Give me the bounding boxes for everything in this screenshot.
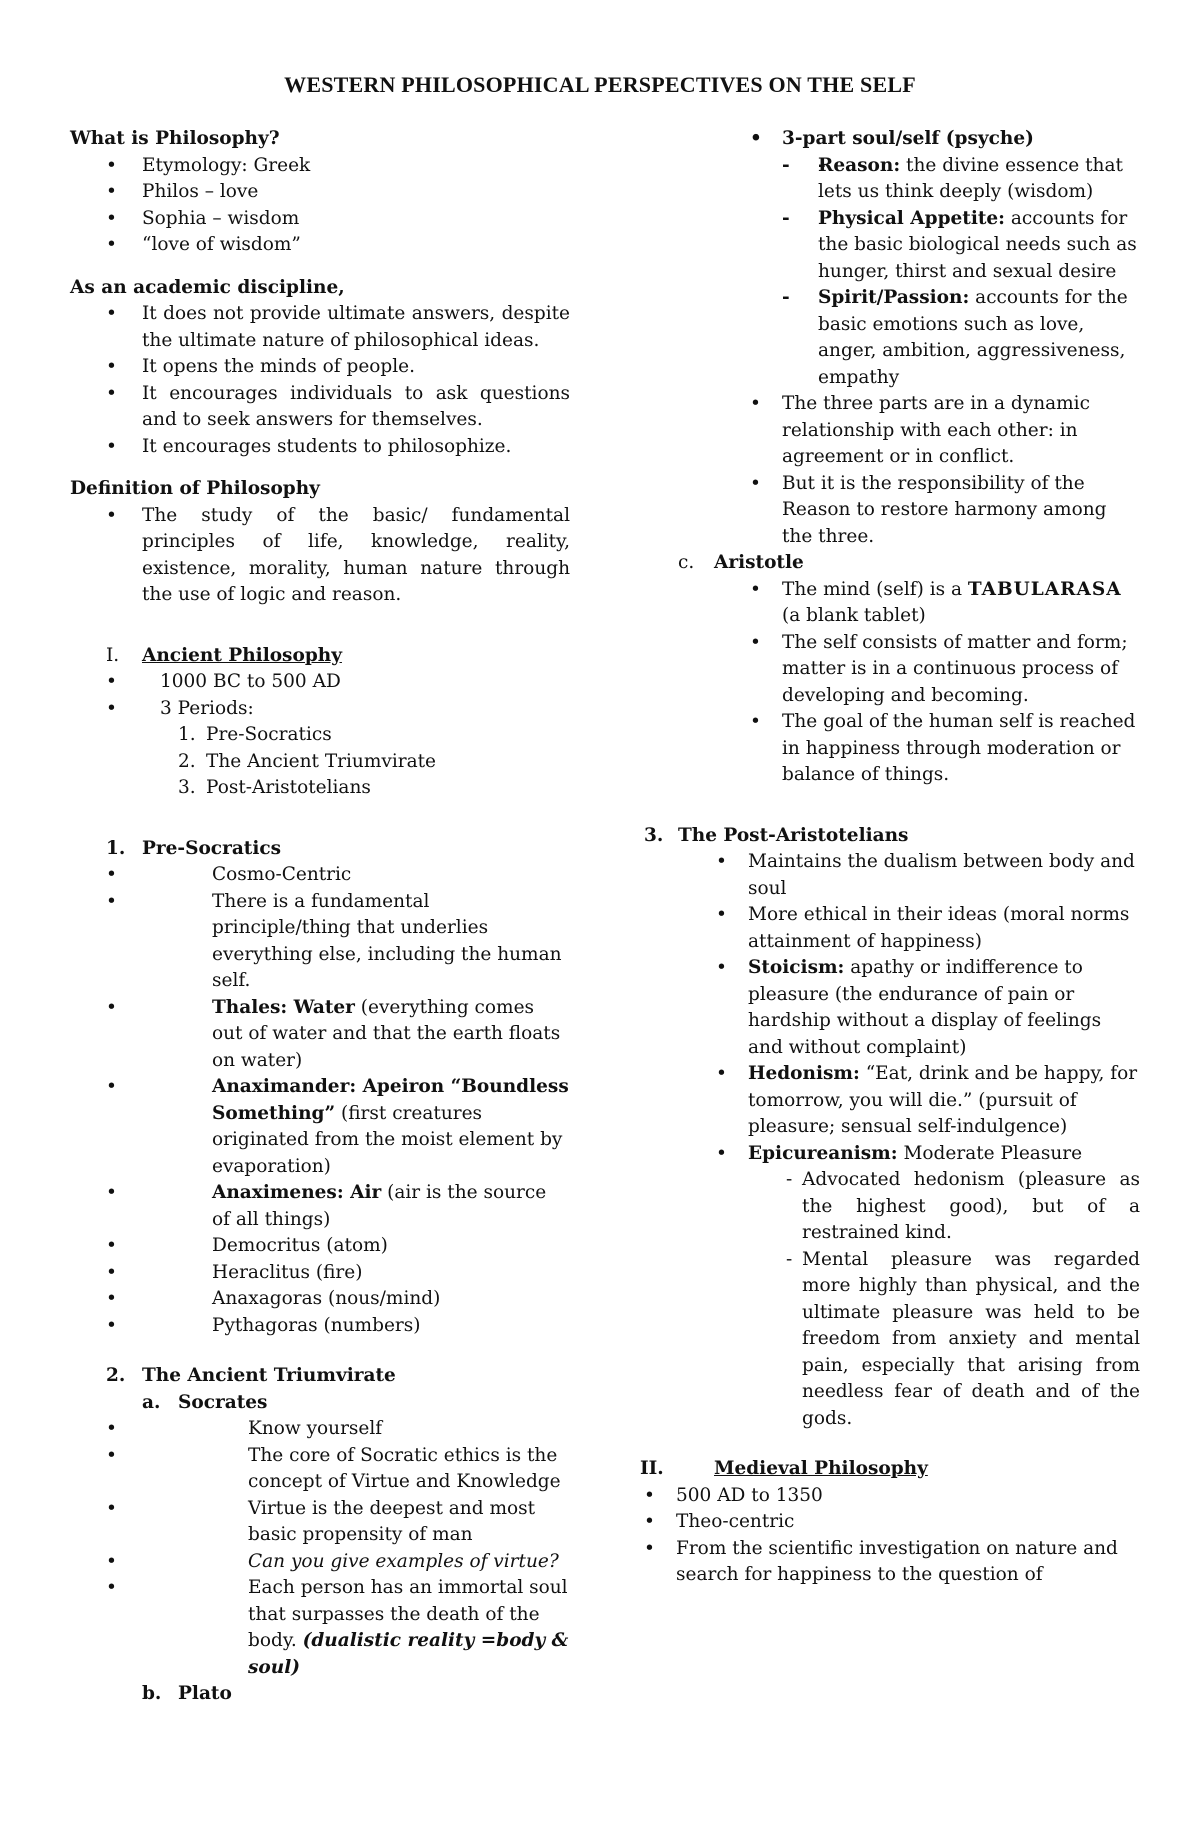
spacer bbox=[70, 460, 570, 476]
period-item bbox=[70, 722, 570, 749]
list-item-text: More ethical in their ideas (moral norms attainment of happiness) bbox=[748, 904, 1130, 952]
subsection-letter: b. bbox=[142, 1683, 162, 1704]
list-item-text: (a blank tablet) bbox=[782, 605, 926, 626]
list-item-text: But it is the responsibility of the Reason to restore harmony among the three. bbox=[782, 472, 1107, 547]
dash-marker: - - bbox=[782, 154, 790, 176]
list-item-text: Can you give examples of virtue? bbox=[248, 1550, 559, 1572]
list-item-text: 3-part soul/self (psyche) bbox=[782, 128, 1034, 149]
list-item-text: Cosmo-Centric bbox=[212, 864, 352, 885]
list-item bbox=[70, 1416, 570, 1443]
spacer bbox=[70, 259, 570, 275]
list-item-text: 1000 BC to 500 AD bbox=[160, 671, 341, 692]
list-item-text: 3 Periods: bbox=[160, 697, 254, 719]
academic-discipline-heading: As an academic discipline, bbox=[70, 276, 345, 298]
list-item bbox=[70, 1074, 570, 1180]
list-item-text: Mental pleasure was regarded more highly than physical, and the ultimate pleasure was held to be freedom from anxiety and mental pain, especially that arising from needless fear of death and of the gods. bbox=[802, 1248, 1140, 1429]
definition-heading: Definition of Philosophy bbox=[70, 478, 320, 499]
list-item bbox=[70, 1180, 570, 1233]
term-text: the divine essence that lets us think deeply (wisdom) bbox=[818, 154, 1123, 202]
dash-marker: - bbox=[782, 207, 790, 229]
reason-item bbox=[782, 153, 1140, 206]
subsection-title: Socrates bbox=[178, 1391, 268, 1413]
subsection-letter: a. bbox=[142, 1391, 161, 1413]
aristotle-heading bbox=[678, 550, 1140, 577]
page-title: WESTERN PHILOSOPHICAL PERSPECTIVES ON THE SELF bbox=[284, 72, 916, 97]
philosopher-name: Anaximander: Apeiron “Boundless Something” bbox=[212, 1076, 569, 1124]
list-item-text: (everything comes out of water and that the earth floats on water) bbox=[212, 996, 561, 1071]
list-item bbox=[782, 709, 1140, 789]
term-text: accounts for the basic emotions such as love, anger, ambition, aggressiveness, empathy bbox=[818, 287, 1128, 388]
list-item: • Etymology: Greek bbox=[70, 153, 570, 180]
dash-marker: - bbox=[786, 1248, 793, 1270]
list-item bbox=[782, 577, 1140, 630]
socrates-heading bbox=[70, 1390, 570, 1417]
list-item bbox=[70, 669, 570, 696]
term-text: Moderate Pleasure bbox=[897, 1142, 1083, 1164]
period-number: 1. bbox=[178, 724, 196, 745]
philosopher-name: Anaximenes: Air bbox=[212, 1182, 382, 1203]
emphasis-text: (dualistic reality =body & soul) bbox=[248, 1630, 569, 1678]
period-label: Pre-Socratics bbox=[206, 724, 332, 745]
list-item bbox=[70, 1233, 570, 1260]
triumvirate-heading bbox=[70, 1363, 570, 1390]
list-item-text: (air is the source of all things) bbox=[212, 1182, 547, 1230]
term-name: Epicureanism: bbox=[748, 1142, 898, 1164]
section-number: 3. bbox=[644, 824, 664, 846]
period-label: The Ancient Triumvirate bbox=[206, 750, 436, 772]
subsection-title: Aristotle bbox=[714, 552, 804, 573]
list-item bbox=[70, 889, 570, 995]
appetite-item bbox=[782, 206, 1140, 286]
term-name: Stoicism: bbox=[748, 957, 845, 978]
section-numeral: II. bbox=[640, 1458, 664, 1479]
section-title: Medieval Philosophy bbox=[714, 1458, 928, 1479]
list-item-text: (first creatures originated from the moist element by evaporation) bbox=[212, 1102, 563, 1177]
list-item-text: The goal of the human self is reached in happiness through moderation or balance of things. bbox=[782, 711, 1136, 785]
list-item-text: Each person has an immortal soul that surpasses the death of the body. bbox=[248, 1577, 568, 1651]
ancient-philosophy-heading bbox=[70, 643, 570, 670]
list-item bbox=[748, 1061, 1140, 1141]
term-name: Hedonism: bbox=[748, 1063, 860, 1084]
list-item bbox=[70, 1575, 570, 1681]
list-item bbox=[70, 1496, 570, 1549]
plato-heading bbox=[70, 1681, 570, 1708]
right-column bbox=[640, 126, 1140, 1589]
term-text: accounts for the basic biological needs such as hunger, thirst and sexual desire bbox=[818, 207, 1137, 282]
subsection-title: Plato bbox=[178, 1683, 232, 1704]
epicureanism-subitem bbox=[786, 1167, 1140, 1247]
list-item: • It encourages individuals to ask questions and to seek answers for themselves. bbox=[70, 381, 570, 434]
list-item: • It encourages students to philosophize. bbox=[70, 434, 570, 461]
list-item-text: There is a fundamental principle/thing that underlies everything else, including the human self. bbox=[212, 890, 562, 991]
list-item-text: Virtue is the deepest and most basic propensity of man bbox=[248, 1497, 536, 1545]
list-item bbox=[70, 696, 570, 723]
list-item: • “love of wisdom” bbox=[70, 232, 570, 259]
section-title: The Post-Aristotelians bbox=[678, 824, 909, 846]
list-item-text: Democritus (atom) bbox=[212, 1235, 388, 1256]
list-item bbox=[70, 862, 570, 889]
spacer bbox=[70, 802, 570, 836]
list-item bbox=[782, 391, 1140, 471]
list-item bbox=[70, 1443, 570, 1496]
list-item-text: From the scientific investigation on nature and search for happiness to the question of bbox=[676, 1537, 1118, 1585]
list-item: • It opens the minds of people. bbox=[70, 354, 570, 381]
period-label: Post-Aristotelians bbox=[206, 777, 371, 798]
list-item bbox=[748, 1141, 1140, 1168]
term-name: Physical Appetite: bbox=[818, 207, 1005, 229]
section-number: 1. bbox=[106, 837, 126, 859]
pre-socratics-heading bbox=[70, 836, 570, 863]
list-item-text: The core of Socratic ethics is the concept of Virtue and Knowledge bbox=[248, 1444, 561, 1492]
section-numeral: I. bbox=[106, 644, 120, 666]
spirit-item bbox=[782, 285, 1140, 391]
period-item bbox=[70, 775, 570, 802]
list-item-text: Know yourself bbox=[248, 1418, 383, 1439]
dash-marker: - bbox=[782, 287, 790, 308]
left-column bbox=[70, 126, 570, 1708]
term-text: apathy or indifference to pleasure (the endurance of pain or hardship without a display of feelings and without complaint) bbox=[748, 957, 1102, 1058]
list-item: • Sophia – wisdom bbox=[70, 206, 570, 233]
term-name: Reason: bbox=[818, 154, 901, 176]
spacer bbox=[640, 1432, 1140, 1456]
list-item bbox=[782, 630, 1140, 710]
list-item-text: Theo-centric bbox=[676, 1511, 795, 1532]
list-item bbox=[782, 471, 1140, 551]
emphasis-text: TABULARASA bbox=[967, 578, 1122, 600]
section-title: Ancient Philosophy bbox=[142, 644, 342, 666]
list-item bbox=[676, 1509, 1140, 1536]
list-item bbox=[70, 1549, 570, 1576]
list-item-text: Anaxagoras (nous/mind) bbox=[212, 1288, 441, 1309]
dash-marker: - bbox=[786, 1169, 793, 1190]
spacer bbox=[70, 609, 570, 643]
list-item-text: Heraclitus (fire) bbox=[212, 1261, 363, 1283]
list-item bbox=[70, 1313, 570, 1340]
list-item bbox=[748, 849, 1140, 902]
list-item-text: The mind (self) is a bbox=[782, 578, 968, 600]
list-item-text: Pythagoras (numbers) bbox=[212, 1314, 421, 1336]
section-title: Pre-Socratics bbox=[142, 837, 282, 859]
list-item bbox=[676, 1536, 1140, 1589]
soul-heading bbox=[782, 126, 1140, 153]
list-item: • The study of the basic/ fundamental principles of life, knowledge, reality, existence, morality, human nature through the use of logic and reason. bbox=[70, 503, 570, 609]
list-item-text: 500 AD to 1350 bbox=[676, 1484, 823, 1506]
subsection-letter: c. bbox=[678, 552, 695, 573]
list-item bbox=[748, 902, 1140, 955]
list-item bbox=[676, 1483, 1140, 1510]
philosopher-name: Thales: Water bbox=[212, 996, 355, 1018]
list-item bbox=[748, 955, 1140, 1061]
what-is-philosophy-heading: What is Philosophy? bbox=[70, 128, 280, 149]
list-item bbox=[70, 1260, 570, 1287]
period-number: 2. bbox=[178, 750, 196, 772]
list-item bbox=[70, 1286, 570, 1313]
list-item: • It does not provide ultimate answers, despite the ultimate nature of philosophical ideas. bbox=[70, 301, 570, 354]
list-item-text: The self consists of matter and form; matter is in a continuous process of developing and becoming. bbox=[782, 631, 1128, 706]
spacer bbox=[70, 1339, 570, 1363]
medieval-philosophy-heading bbox=[640, 1456, 1140, 1483]
section-number: 2. bbox=[106, 1365, 126, 1386]
list-item: • Philos – love bbox=[70, 179, 570, 206]
list-item-text: The three parts are in a dynamic relationship with each other: in agreement or in conflict. bbox=[782, 393, 1090, 467]
post-aristotelians-heading bbox=[644, 823, 1140, 850]
period-item bbox=[70, 749, 570, 776]
list-item-text: Advocated hedonism (pleasure as the highest good), but of a restrained kind. bbox=[802, 1169, 1140, 1243]
period-number: 3. bbox=[178, 777, 196, 798]
list-item bbox=[70, 995, 570, 1075]
term-name: Spirit/Passion: bbox=[818, 287, 970, 308]
epicureanism-subitem bbox=[786, 1247, 1140, 1433]
spacer bbox=[640, 789, 1140, 823]
list-item-text: Maintains the dualism between body and soul bbox=[748, 851, 1135, 899]
section-title: The Ancient Triumvirate bbox=[142, 1365, 396, 1386]
term-text: “Eat, drink and be happy, for tomorrow, you will die.” (pursuit of pleasure; sensual self-indulgence) bbox=[748, 1063, 1138, 1137]
